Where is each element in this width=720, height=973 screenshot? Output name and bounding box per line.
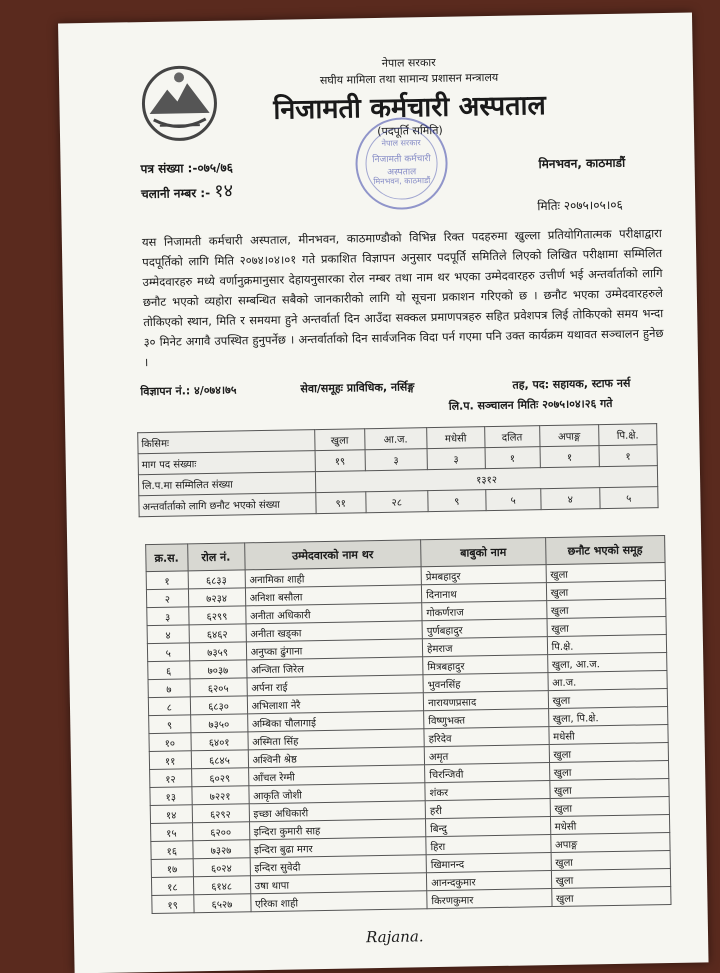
candidate-cell: हिरा [426, 835, 551, 855]
summary-header-cell: मधेसी [427, 427, 485, 449]
candidate-cell: ७०३७ [189, 660, 246, 679]
candidate-cell: ६०२९ [191, 768, 248, 787]
candidate-cell: मधेसी [549, 724, 669, 744]
candidate-cell: ६२०० [192, 822, 249, 841]
summary-cell: १ [540, 446, 599, 468]
candidate-cell: आनन्दकुमार [426, 871, 551, 891]
candidate-cell: एरिका शाही [250, 891, 427, 912]
candidate-cell: आ.ज. [548, 671, 668, 691]
candidate-cell: मधेसी [550, 814, 670, 834]
candidate-header-cell: उम्मेदवारको नाम थर [244, 540, 421, 570]
candidate-cell: इच्छा अधिकारी [249, 801, 426, 822]
candidate-cell: खुला [546, 581, 666, 601]
candidate-cell: अनीता अधिकारी [245, 603, 422, 624]
candidate-header-cell: छनौट भएको समूह [545, 536, 665, 565]
candidate-cell: अर्पना राई [247, 675, 424, 696]
candidate-cell: अपाङ्ग [550, 832, 670, 852]
candidate-cell: खुला [549, 778, 669, 798]
candidate-cell: खुला [546, 599, 666, 619]
summary-row-label: अन्तर्वार्ताको लागि छनौट भएको संख्या [139, 493, 316, 517]
candidate-cell: ७३५० [190, 714, 247, 733]
candidate-cell: चिरन्जिवी [425, 763, 550, 783]
candidate-cell: १४ [150, 805, 192, 824]
candidate-cell: १९ [152, 895, 194, 914]
candidate-cell: ६५२७ [193, 894, 250, 913]
candidate-cell: नारायणप्रसाद [423, 691, 548, 711]
candidate-cell: १ [146, 571, 188, 590]
candidate-cell: १६ [151, 841, 193, 860]
summary-header-cell: अपाङ्ग [539, 425, 598, 447]
dispatch-label: चलानी नम्बर :- [140, 185, 211, 202]
candidate-cell: बिन्दु [426, 817, 551, 837]
notice-body: यस निजामती कर्मचारी अस्पताल, मीनभवन, काठमाण्डौको विभिन्न रिक्त पदहरुमा खुल्ला प्रतियोगितात्मक परीक्षाद्वारा पदपूर्तिको लागि मिति २०७४।०४।०१ गते प्रकाशित विज्ञापन अनुसार पदपूर्ति समितिले लिएको लिखित परीक्षामा सम्मिलित उम्मेदवारहरु मध्ये वर्णानुक्रमानुसार देहायनुसारका रोल नम्बर तथा नाम थर भएका उम्मेदवारहरु उत्तीर्ण भई अन्तर्वार्ताको लागि छनौट भएको व्यहोरा सम्बन्धित सबैको जानकारीको लागि यो सूचना प्रकाशन गरिएको छ । छनौट भएका उम्मेदवारहरुले तोकिएको स्थान, मिति र समयमा हुने अन्तर्वार्ता दिन आउँदा सक्कल प्रमाणपत्रहरु सहित प्रवेशपत्र लिई तोकिएको समय भन्दा ३० मिनेट अगावै उपस्थित हुनुपर्नेछ । अन्तर्वार्ताको दिन सार्वजनिक विदा पर्न गएमा पनि उक्त कार्यक्रम यथावत सञ्चालन हुनेछ । [141, 226, 664, 370]
candidate-cell: १२ [150, 769, 192, 788]
candidate-cell: १० [149, 733, 191, 752]
candidate-cell: १३ [150, 787, 192, 806]
dispatch-number [141, 179, 233, 205]
candidate-cell: अनीता खड्का [246, 621, 423, 642]
candidate-cell: खिमानन्द [426, 853, 551, 873]
candidate-cell: ६२९९ [188, 606, 245, 625]
summary-cell: ३ [365, 449, 428, 471]
candidate-cell: ८ [148, 697, 190, 716]
candidate-cell: १८ [151, 877, 193, 896]
candidate-cell: आकृति जोशी [248, 783, 425, 804]
candidate-cell: आँचल रेग्मी [248, 765, 425, 786]
candidate-cell: अभिलाशा नेरै [247, 693, 424, 714]
candidate-cell: ७२३४ [188, 588, 245, 607]
stamp-line: नेपाल सरकार [381, 138, 421, 148]
signature: Rajana. [365, 927, 424, 947]
candidate-cell: पुर्णबहादुर [422, 619, 547, 639]
summary-header-cell: पि.क्षे. [598, 424, 657, 446]
summary-header-cell: आ.ज. [364, 428, 427, 450]
summary-cell: २८ [365, 491, 428, 513]
candidate-cell: शंकर [425, 781, 550, 801]
candidate-cell: ६२९२ [192, 804, 249, 823]
ministry-name: सघीय मामिला तथा सामान्य प्रशासन मन्त्रालय [319, 70, 499, 87]
candidate-cell: भुवनसिंह [423, 673, 548, 693]
candidate-header-cell: क्र.स. [146, 544, 188, 572]
candidate-cell: हरी [425, 799, 550, 819]
candidate-cell: खुला [547, 617, 667, 637]
candidate-cell: खुला [546, 563, 666, 583]
candidate-table [145, 535, 671, 914]
summary-cell: १३१२ [315, 466, 657, 493]
candidate-cell: ७२२१ [191, 786, 248, 805]
candidate-cell: ६८४५ [191, 750, 248, 769]
candidate-cell: अम्बिका चौलागाई [247, 711, 424, 732]
candidate-cell: ६४६२ [189, 624, 246, 643]
candidate-cell: १५ [151, 823, 193, 842]
notice-date: मितिः २०७५।०५।०६ [537, 197, 623, 214]
summary-cell: ३ [427, 448, 485, 470]
candidate-cell: पि.क्षे. [547, 635, 667, 655]
candidate-cell: ६४०१ [190, 732, 247, 751]
candidate-cell: ६०२४ [193, 858, 250, 877]
summary-cell: १ [599, 445, 658, 467]
candidate-cell: १७ [151, 859, 193, 878]
level-post: तह, पद: सहायक, स्टाफ नर्स [512, 376, 631, 392]
service-group: सेवा/समूहः प्राविधिक, नर्सिङ्ग [300, 380, 415, 396]
committee-name: (पदपूर्ति समिति) [377, 123, 443, 138]
candidate-cell: ६१४८ [193, 876, 250, 895]
exam-date: लि.प. सञ्चालन मितिः २०७५।०४।२६ गते [448, 396, 613, 413]
government-name: नेपाल सरकार [381, 55, 436, 70]
summary-table [137, 423, 658, 517]
candidate-cell: खुला [548, 689, 668, 709]
candidate-cell: अमृत [424, 745, 549, 765]
candidate-cell: इन्दिरा बुढा मगर [249, 837, 426, 858]
candidate-cell: ६८३३ [188, 570, 245, 589]
candidate-cell: खुला [550, 796, 670, 816]
candidate-cell: ११ [149, 751, 191, 770]
summary-cell: १९ [315, 450, 365, 472]
candidate-cell: खुला [551, 868, 671, 888]
candidate-cell: विष्णुभक्त [424, 709, 549, 729]
letter-number: पत्र संख्या :-०७५/७६ [140, 160, 234, 177]
candidate-cell: अन्जिता जिरेल [246, 657, 423, 678]
office-location: मिनभवन, काठमाडौं [538, 155, 626, 172]
candidate-cell: ६२०५ [190, 678, 247, 697]
candidate-header-cell: बाबुको नाम [421, 538, 546, 567]
candidate-cell: प्रेमबहादुर [421, 565, 546, 585]
summary-row-label: लि.प.मा सम्मिलित संख्या [138, 472, 315, 496]
candidate-cell: गोकर्णराज [422, 601, 547, 621]
candidate-cell: खुला [549, 760, 669, 780]
summary-cell: ९१ [316, 492, 366, 514]
candidate-cell: ६८३० [190, 696, 247, 715]
candidate-cell: अस्मिता सिंह [248, 729, 425, 750]
candidate-cell: खुला, पि.क्षे. [548, 706, 668, 726]
summary-row-label: माग पद संख्याः [138, 451, 315, 475]
candidate-cell: ७३५९ [189, 642, 246, 661]
candidate-cell: ६ [148, 661, 190, 680]
summary-cell: १ [485, 447, 541, 469]
candidate-cell: दिनानाथ [421, 583, 546, 603]
candidate-cell: खुला [551, 886, 671, 906]
candidate-cell: अनुप्का ढुंगाना [246, 639, 423, 660]
advertisement-number: विज्ञापन नं.: ४/०७४।७५ [140, 383, 237, 399]
summary-cell: ४ [541, 488, 600, 510]
candidate-cell: ३ [147, 607, 189, 626]
summary-header-cell: किसिमः [138, 430, 315, 454]
stamp-line: मिनभवन, काठमाडौं [373, 176, 431, 187]
candidate-cell: किरणकुमार [427, 889, 552, 909]
candidate-cell: इन्दिरा कुमारी साह [249, 819, 426, 840]
candidate-cell: अनामिका शाही [245, 567, 422, 588]
candidate-cell: अश्विनी श्रेष्ठ [248, 747, 425, 768]
summary-cell: ९ [428, 490, 486, 512]
summary-header-cell: खुला [315, 429, 365, 451]
candidate-cell: खुला [549, 742, 669, 762]
candidate-cell: २ [146, 589, 188, 608]
candidate-cell: ४ [147, 625, 189, 644]
candidate-cell: खुला, आ.ज. [547, 653, 667, 673]
candidate-cell: मित्रबहादुर [423, 655, 548, 675]
candidate-cell: ७३२७ [192, 840, 249, 859]
dispatch-value: १४ [214, 180, 234, 202]
summary-cell: ५ [600, 487, 659, 509]
notice-paper [58, 12, 708, 973]
candidate-cell: अनिशा बसौला [245, 585, 422, 606]
candidate-cell: ५ [147, 643, 189, 662]
candidate-cell: ७ [148, 679, 190, 698]
candidate-cell: हरिदेव [424, 727, 549, 747]
summary-header-cell: दलित [484, 426, 540, 448]
candidate-cell: उषा थापा [250, 873, 427, 894]
hospital-name: निजामती कर्मचारी अस्पताल [273, 90, 547, 126]
candidate-cell: हेमराज [422, 637, 547, 657]
candidate-header-cell: रोल नं. [187, 543, 245, 571]
candidate-cell: इन्दिरा सुवेदी [250, 855, 427, 876]
candidate-cell: खुला [551, 850, 671, 870]
stamp-line: निजामती कर्मचारी अस्पताल [372, 154, 431, 178]
office-stamp [355, 117, 449, 211]
candidate-cell: ९ [149, 715, 191, 734]
summary-cell: ५ [485, 489, 541, 511]
